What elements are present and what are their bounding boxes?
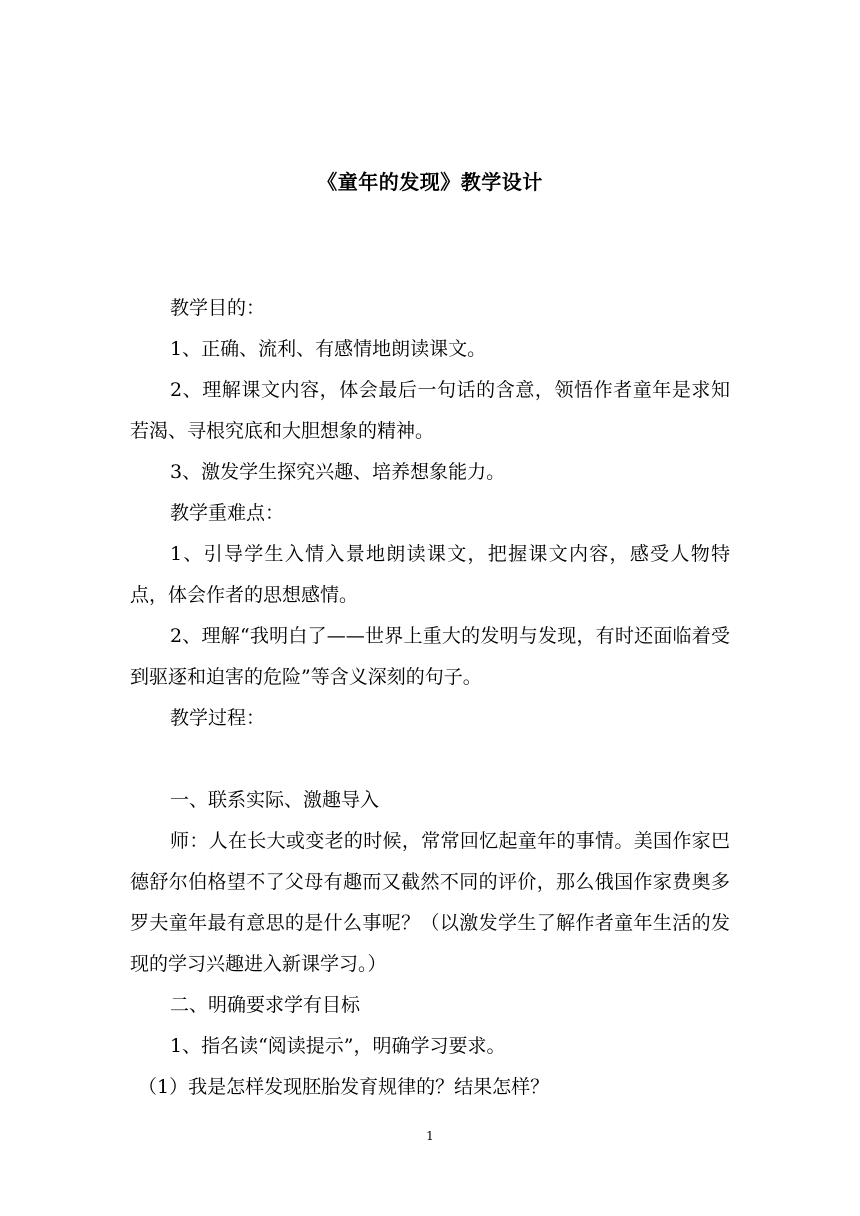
document-title: 《童年的发现》教学设计 xyxy=(317,170,543,194)
blank-line xyxy=(130,739,730,780)
paragraph-section-2-heading: 二、明确要求学有目标 xyxy=(170,994,361,1016)
paragraph-objectives-heading: 教学目的： xyxy=(170,297,266,319)
document-body xyxy=(130,288,730,1108)
paragraph-teacher-intro: 师：人在长大或变老的时候，常常回忆起童年的事情。美国作家巴德舒尔伯格望不了父母有趣而又截然不同的评价，那么俄国作家费奥多罗夫童年最有意思的是什么事呢？（以激发学生了解作者童年生活的发现的学习兴趣进入新课学习。） xyxy=(130,830,730,975)
paragraph-key-point-1: 1、引导学生入情入景地朗读课文，把握课文内容，感受人物特点，体会作者的思想感情。 xyxy=(130,543,730,606)
page-number: 1 xyxy=(426,1129,434,1143)
paragraph-key-points-heading: 教学重难点： xyxy=(170,502,285,524)
paragraph-question-1: （1）我是怎样发现胚胎发育规律的？结果怎样？ xyxy=(138,1076,550,1098)
paragraph-objective-2: 2、理解课文内容，体会最后一句话的含意，领悟作者童年是求知若渴、寻根究底和大胆想象的精神。 xyxy=(130,379,730,442)
paragraph-section-1-heading: 一、联系实际、激趣导入 xyxy=(170,789,380,811)
paragraph-objective-3: 3、激发学生探究兴趣、培养想象能力。 xyxy=(170,461,506,483)
paragraph-key-point-2: 2、理解“我明白了——世界上重大的发明与发现，有时还面临着受到驱逐和迫害的危险”等含义深刻的句子。 xyxy=(130,625,730,688)
paragraph-process-heading: 教学过程： xyxy=(170,707,266,729)
paragraph-objective-1: 1、正确、流利、有感情地朗读课文。 xyxy=(170,338,487,360)
paragraph-step-1: 1、指名读“阅读提示”，明确学习要求。 xyxy=(170,1035,506,1057)
